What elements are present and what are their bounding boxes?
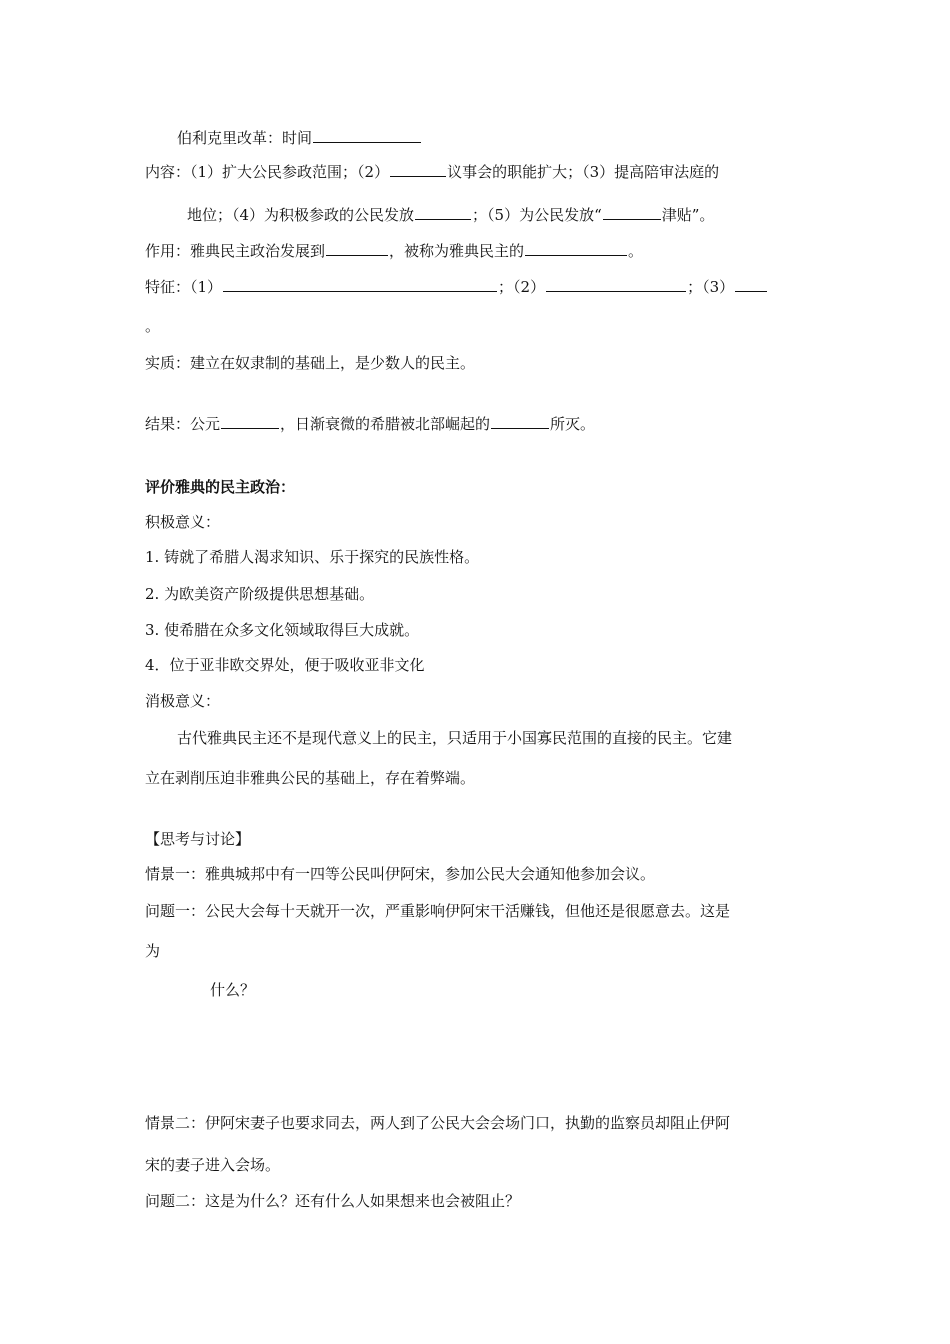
time-blank xyxy=(313,128,421,143)
result-blank-2 xyxy=(491,414,549,429)
essence-text: 实质：建立在奴隶制的基础上，是少数人的民主。 xyxy=(145,354,476,372)
feature-text-1: 特征：（1） xyxy=(145,278,223,296)
question-1-line-2: 为 xyxy=(145,942,161,960)
effect-blank-1 xyxy=(326,241,388,256)
feature-end: 。 xyxy=(145,317,161,335)
feature-blank-1 xyxy=(223,277,497,292)
effect-blank-2 xyxy=(525,241,627,256)
discussion-heading: 【思考与讨论】 xyxy=(145,830,251,848)
reform-content-line-2 xyxy=(187,205,714,225)
content-text-5: 津贴”。 xyxy=(661,206,715,224)
content-text-4: ；（5）为公民发放“ xyxy=(472,206,602,224)
result-blank-1 xyxy=(221,414,279,429)
reform-content-line xyxy=(145,162,719,182)
effect-text-2: ，被称为雅典民主的 xyxy=(389,242,525,260)
result-text-3: 所灭。 xyxy=(550,415,596,433)
content-blank-3 xyxy=(603,205,661,220)
negative-label: 消极意义： xyxy=(145,692,221,710)
question-2-text: 问题二：这是为什么？还有什么人如果想来也会被阻止？ xyxy=(145,1192,521,1210)
feature-blank-2 xyxy=(546,277,686,292)
positive-item-2: 2. 为欧美资产阶级提供思想基础。 xyxy=(145,585,375,603)
content-blank-2 xyxy=(415,205,471,220)
positive-item-4: 4．位于亚非欧交界处，便于吸收亚非文化 xyxy=(145,656,425,674)
effect-text-1: 作用：雅典民主政治发展到 xyxy=(145,242,326,260)
reform-essence-line xyxy=(145,353,475,373)
question-1-line-1: 问题一：公民大会每十天就开一次，严重影响伊阿宋干活赚钱，但他还是很愿意去。这是 xyxy=(145,902,731,920)
positive-item-3: 3. 使希腊在众多文化领域取得巨大成就。 xyxy=(145,621,420,639)
question-1-line-3: 什么？ xyxy=(210,981,256,999)
evaluation-heading: 评价雅典的民主政治： xyxy=(145,478,296,496)
content-blank-1 xyxy=(390,162,446,177)
reform-feature-line xyxy=(145,277,768,297)
content-text-1: 内容：（1）扩大公民参政范围；（2） xyxy=(145,163,390,181)
reform-effect-line xyxy=(145,241,643,261)
content-text-3: 地位；（4）为积极参政的公民发放 xyxy=(187,206,415,224)
content-text-2: 议事会的职能扩大；（3）提高陪审法庭的 xyxy=(447,163,720,181)
positive-item-1: 1. 铸就了希腊人渴求知识、乐于探究的民族性格。 xyxy=(145,548,480,566)
scene-1-text: 情景一：雅典城邦中有一四等公民叫伊阿宋，参加公民大会通知他参加会议。 xyxy=(145,865,656,883)
negative-text-2: 立在剥削压迫非雅典公民的基础上，存在着弊端。 xyxy=(145,769,476,787)
scene-2-line-2: 宋的妻子进入会场。 xyxy=(145,1156,281,1174)
reform-time-line xyxy=(177,128,422,148)
feature-text-2: ；（2） xyxy=(498,278,546,296)
positive-label: 积极意义： xyxy=(145,513,221,531)
reform-time-label: 伯利克里改革：时间 xyxy=(177,129,313,147)
result-text-1: 结果：公元 xyxy=(145,415,221,433)
effect-text-3: 。 xyxy=(628,242,644,260)
scene-2-line-1: 情景二：伊阿宋妻子也要求同去，两人到了公民大会会场门口，执勤的监察员却阻止伊阿 xyxy=(145,1114,731,1132)
feature-end-line xyxy=(145,316,160,336)
negative-text-1: 古代雅典民主还不是现代意义上的民主，只适用于小国寡民范围的直接的民主。它建 xyxy=(177,729,733,747)
result-text-2: ，日渐衰微的希腊被北部崛起的 xyxy=(280,415,491,433)
reform-result-line xyxy=(145,414,595,434)
feature-blank-3 xyxy=(735,277,767,292)
feature-text-3: ；（3） xyxy=(687,278,735,296)
